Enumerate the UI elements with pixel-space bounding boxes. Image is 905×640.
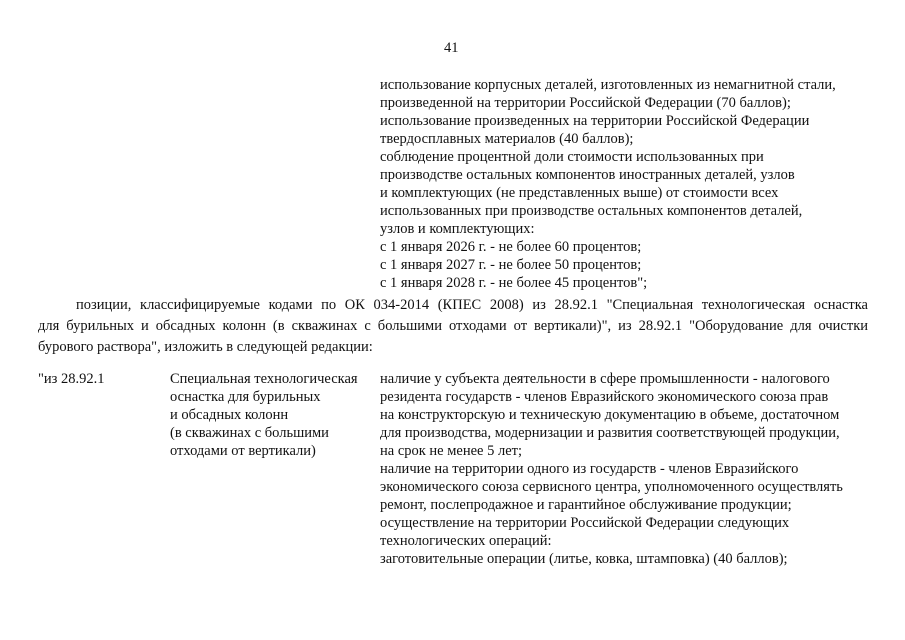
requirement-line: резидента государств - членов Евразийского экономического союза прав	[380, 389, 829, 405]
requirement-line: на срок не менее 5 лет;	[380, 443, 523, 459]
text-line: с 1 января 2026 г. - не более 60 процентов;	[380, 239, 642, 255]
text-line: с 1 января 2028 г. - не более 45 процентов";	[380, 275, 648, 291]
text-line: произведенной на территории Российской Федерации (70 баллов);	[380, 95, 791, 111]
paragraph-line: бурового раствора", изложить в следующей редакции:	[38, 339, 373, 355]
text-line: узлов и комплектующих:	[380, 221, 535, 237]
paragraph-line: позиции, классифицируемые кодами по ОК 034-2014 (КПЕС 2008) из 28.92.1 "Специальная технологическая оснастка	[76, 297, 868, 313]
paragraph-line: для бурильных и обсадных колонн (в скважинах с большими отходами от вертикали)", из 28.92.1 "Оборудование для очистки	[38, 318, 868, 334]
text-line: и комплектующих (не представленных выше) от стоимости всех	[380, 185, 779, 201]
text-line: соблюдение процентной доли стоимости использованных при	[380, 149, 764, 165]
text-line: твердосплавных материалов (40 баллов);	[380, 131, 634, 147]
top-text-block	[380, 76, 836, 292]
requirement-line: осуществление на территории Российской Федерации следующих	[380, 515, 790, 531]
table-requirements-cell	[380, 370, 843, 568]
requirement-line: для производства, модернизации и развития соответствующей продукции,	[380, 425, 840, 441]
requirement-line: заготовительные операции (литье, ковка, штамповка) (40 баллов);	[380, 551, 788, 567]
table-code-cell: "из 28.92.1	[38, 371, 105, 387]
name-line: оснастка для бурильных	[170, 389, 321, 405]
text-line: с 1 января 2027 г. - не более 50 процентов;	[380, 257, 642, 273]
name-line: отходами от вертикали)	[170, 443, 316, 459]
page-number: 41	[444, 40, 459, 56]
requirement-line: на конструкторскую и техническую документацию в объеме, достаточном	[380, 407, 840, 423]
text-line: производстве остальных компонентов иностранных деталей, узлов	[380, 167, 795, 183]
requirement-line: ремонт, послепродажное и гарантийное обслуживание продукции;	[380, 497, 792, 513]
text-line: использование корпусных деталей, изготовленных из немагнитной стали,	[380, 77, 836, 93]
requirement-line: наличие на территории одного из государств - членов Евразийского	[380, 461, 799, 477]
name-line: Специальная технологическая	[170, 371, 358, 387]
name-line: (в скважинах с большими	[170, 425, 329, 441]
intro-paragraph	[38, 295, 868, 358]
requirement-line: экономического союза сервисного центра, уполномоченного осуществлять	[380, 479, 843, 495]
text-line: использование произведенных на территории Российской Федерации	[380, 113, 810, 129]
text-line: использованных при производстве остальных компонентов деталей,	[380, 203, 803, 219]
requirement-line: технологических операций:	[380, 533, 552, 549]
requirement-line: наличие у субъекта деятельности в сфере промышленности - налогового	[380, 371, 830, 387]
table-name-cell	[170, 370, 358, 460]
name-line: и обсадных колонн	[170, 407, 289, 423]
